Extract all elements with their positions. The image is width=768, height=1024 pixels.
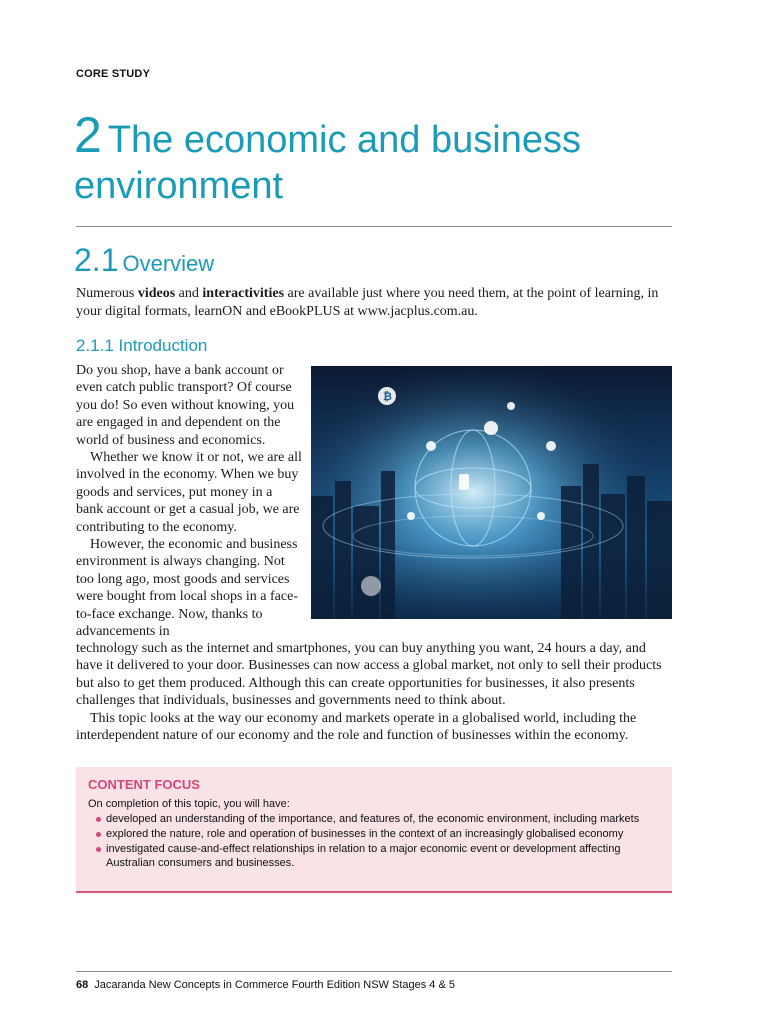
videos-link[interactable]: videos — [137, 286, 176, 301]
intro-text-1: Numerous — [76, 286, 138, 301]
section-title: Overview — [122, 251, 215, 276]
page-number: 68 — [76, 979, 89, 991]
paragraph-2: Whether we know it or not, we are all involved in the economy. When we buy goods and services, put money in a bank account or get a casual job, we are contributing to the economy. — [76, 450, 302, 535]
section-number: 2.1 — [74, 242, 119, 278]
subsection-heading: 2.1.1 Introduction — [76, 336, 208, 355]
core-study-label: CORE STUDY — [76, 68, 151, 80]
footer-divider — [76, 971, 672, 972]
content-focus-intro: On completion of this topic, you will have: — [88, 798, 290, 810]
section-heading — [74, 242, 214, 279]
content-focus-item-text: explored the nature, role and operation of businesses in the context of an increasingly globalised economy — [106, 828, 624, 840]
chapter-title — [74, 107, 674, 209]
bullet-icon — [96, 832, 101, 837]
chapter-title-text: The economic and business environment — [74, 119, 581, 207]
content-focus-item-text: developed an understanding of the importance, and features of, the economic environment, including markets — [106, 813, 640, 825]
intro-column — [76, 362, 302, 641]
content-focus-box — [76, 767, 672, 893]
content-focus-item — [88, 827, 660, 841]
bullet-icon — [96, 847, 101, 852]
bullet-icon — [96, 817, 101, 822]
paragraph-5: This topic looks at the way our economy and markets operate in a globalised world, including the interdependent nature of our economy and the role and function of businesses within the economy. — [76, 710, 637, 744]
city-network-illustration — [311, 366, 672, 619]
top-divider — [76, 226, 672, 227]
content-focus-list — [88, 812, 660, 871]
bitcoin-icon: ₿ — [383, 390, 392, 403]
content-focus-item-text: investigated cause-and-effect relationships in relation to a major economic event or development affecting Australian consumers and businesses. — [106, 843, 621, 869]
intro-text-3: are available just where you need them, at the point of learning, in your digital formats, learnON and eBookPLUS at www.jacplus.com.au. — [76, 286, 659, 319]
paragraph-3: However, the economic and business environment is always changing. Not too long ago, most goods and services were bought from local shops in a face-to-face exchange. Now, thanks to advancements in — [76, 537, 298, 640]
content-focus-item — [88, 812, 660, 826]
footer-text: Jacaranda New Concepts in Commerce Fourth Edition NSW Stages 4 & 5 — [94, 979, 455, 991]
interactivities-link[interactable]: interactivities — [202, 286, 285, 301]
full-width-text — [76, 640, 672, 744]
page-footer — [76, 979, 455, 991]
content-focus-heading: CONTENT FOCUS — [88, 777, 200, 792]
paragraph-4: technology such as the internet and smartphones, you can buy anything you want, 24 hours a day, and have it delivered to your door. Businesses can now access a global market, not only to sell their products but also to get them produced. Although this can create opportunities for businesses, it also presents challenges that individuals, businesses and governments need to think about. — [76, 641, 662, 709]
content-focus-item — [88, 842, 660, 870]
intro-text-2: and — [175, 286, 203, 301]
global-network-city-image — [311, 366, 672, 619]
intro-paragraph — [76, 285, 672, 321]
paragraph-1: Do you shop, have a bank account or even catch public transport? Of course you do! So even without knowing, you are engaged in and dependent on the world of business and economics. — [76, 363, 295, 448]
chapter-number: 2 — [74, 107, 102, 163]
